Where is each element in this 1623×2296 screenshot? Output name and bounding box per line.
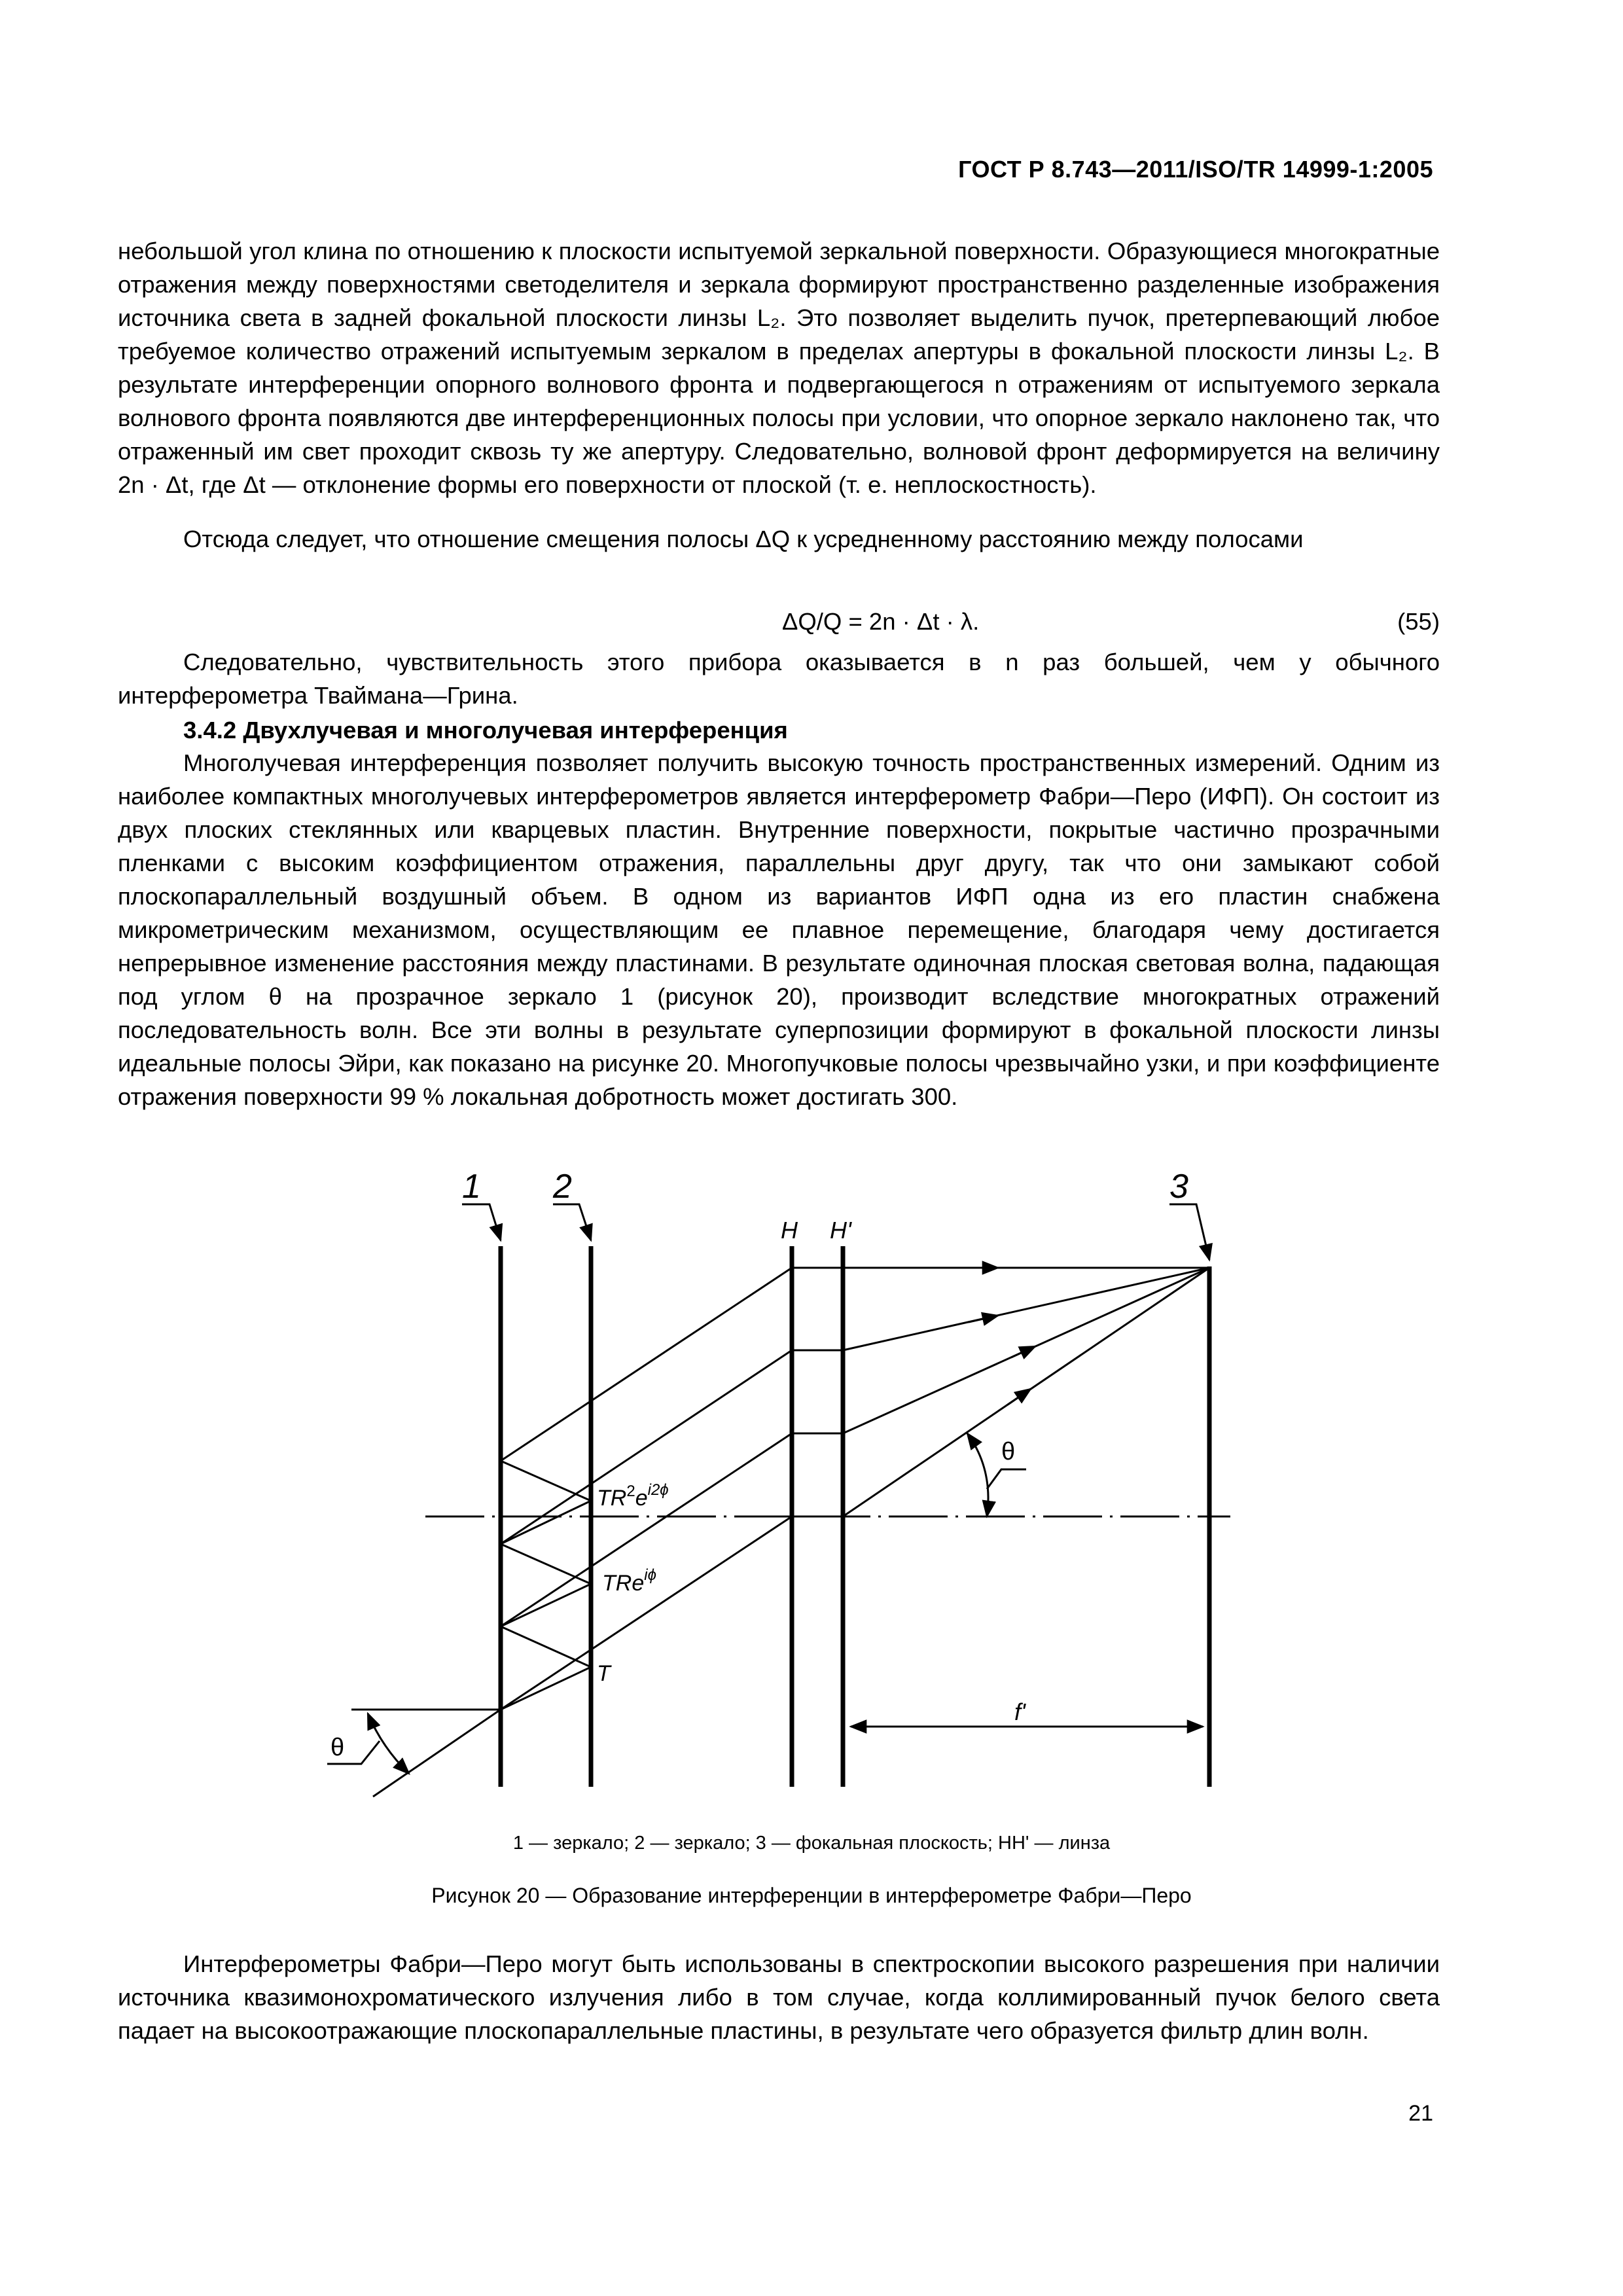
theta-out-arc — [967, 1433, 988, 1516]
label-lens-h: H — [781, 1217, 798, 1244]
label-mirror-2: 2 — [553, 1168, 572, 1206]
bounce-4 — [501, 1544, 591, 1584]
arrow-3 — [969, 1316, 998, 1322]
label-wave-tr2-e: e — [635, 1486, 648, 1511]
label-wave-tr-sup: iϕ — [644, 1566, 656, 1584]
focus-ray-3 — [843, 1268, 1209, 1350]
label-wave-tr-base: TRe — [602, 1571, 645, 1596]
bounce-5 — [501, 1501, 591, 1544]
paragraph-2: Отсюда следует, что отношение смещения полосы ΔQ к усредненному расстоянию между полосами — [183, 526, 1304, 552]
label-1-leader — [462, 1204, 501, 1240]
arrow-2 — [1011, 1346, 1035, 1357]
label-wave-tr2 — [597, 1481, 669, 1511]
bounce-6 — [501, 1461, 591, 1501]
formula-number: (55) — [1397, 608, 1440, 635]
section-title: 3.4.2 Двухлучевая и многолучевая интерференция — [183, 717, 788, 744]
paragraph-4: Многолучевая интерференция позволяет получить высокую точность пространственных измерений. Одним из наиболее компактных многолучевых интерферометров является интерферометр Фабри—Перо (ИФП). Он состоит из двух плоских стеклянных или кварцевых пластин. Внутренние поверхности, покрытые частично прозрачными пленками с высоким коэффициентом отражения, параллельны друг другу, так что они замыкают собой плоскопараллельный воздушный объем. В одном из вариантов ИФП одна из его пластин снабжена микрометрическим механизмом, осуществляющим ее плавное перемещение, благодаря чему достигается непрерывное изменение расстояния между пластинами. В результате одиночная плоская световая волна, падающая под углом θ на прозрачное зеркало 1 (рисунок 20), производит вследствие многократных отражений последовательность волн. Все эти волны в результате суперпозиции формируют в фокальной плоскости линзы идеальные полосы Эйри, как показано на рисунке 20. Многопучковые полосы чрезвычайно узки, и при коэффициенте отражения поверхности 99 % локальная добротность может достигать 300. — [118, 749, 1440, 1110]
label-3-leader — [1169, 1204, 1209, 1260]
label-lens-h-prime: H' — [830, 1217, 851, 1244]
formula-text: ΔQ/Q = 2n · Δt · λ. — [782, 608, 980, 635]
label-wave-t: T — [597, 1661, 611, 1686]
label-focal-plane: 3 — [1169, 1168, 1188, 1206]
arrow-1 — [1008, 1389, 1031, 1405]
theta-out-leader — [987, 1469, 1026, 1489]
label-wave-tr2-sup1: 2 — [626, 1482, 635, 1500]
theta-in-arc — [368, 1713, 409, 1774]
paragraph-3: Следовательно, чувствительность этого прибора оказывается в n раз большей, чем у обычного интерферометра Тваймана—Грина. — [118, 649, 1440, 709]
paragraph-1: небольшой угол клина по отношению к плоскости испытуемой зеркальной поверхности. Образующиеся многократные отражения между поверхностями светоделителя и зеркала формируют пространственно разделенные изображения источника света в задней фокальной плоскости линзы L₂. Это позволяет выделить пучок, претерпевающий любое требуемое количество отражений испытуемым зеркалом в пределах апертуры в фокальной плоскости линзы L₂. В результате интерференции опорного волнового фронта и подвергающегося n отражениям от испытуемого зеркала волнового фронта появляются две интерференционных полосы при условии, что опорное зеркало наклонено так, что отраженный им свет проходит сквозь ту же апертуру. Следовательно, волновой фронт деформируется на величину 2n · Δt, где Δt — отклонение формы его поверхности от плоской (т. е. неплоскостность). — [118, 238, 1440, 498]
figure-caption: Рисунок 20 — Образование интерференции в интерферометре Фабри—Перо — [431, 1884, 1192, 1907]
paragraph-5: Интерферометры Фабри—Перо могут быть использованы в спектроскопии высокого разрешения при наличии источника квазимонохроматического излучения либо в том случае, когда коллимированный пучок белого света падает на высокоотражающие плоскопараллельные пластины, в результате чего образуется фильтр длин волн. — [118, 1950, 1440, 2044]
ray-tr2 — [501, 1350, 792, 1544]
bounce-1 — [501, 1667, 591, 1710]
label-wave-tr2-sup2: i2ϕ — [647, 1481, 669, 1499]
label-focal-length: f' — [1014, 1698, 1026, 1725]
ray-tr3 — [501, 1268, 792, 1461]
ray-t — [501, 1516, 792, 1710]
bounce-2 — [501, 1626, 591, 1667]
page-number: 21 — [1408, 2101, 1433, 2126]
label-mirror-1: 1 — [462, 1168, 481, 1206]
ray-tr — [501, 1433, 792, 1626]
label-theta-out: θ — [1001, 1438, 1016, 1465]
standard-header: ГОСТ Р 8.743—2011/ISO/TR 14999-1:2005 — [958, 156, 1433, 183]
label-wave-tr2-base: TR — [597, 1486, 627, 1511]
bounce-3 — [501, 1584, 591, 1626]
incident-ray — [373, 1710, 501, 1797]
label-2-leader — [553, 1204, 591, 1240]
label-wave-tr — [602, 1566, 656, 1596]
label-theta-in: θ — [330, 1734, 345, 1761]
figure-legend: 1 — зеркало; 2 — зеркало; 3 — фокальная плоскость; HH' — линза — [512, 1833, 1111, 1854]
